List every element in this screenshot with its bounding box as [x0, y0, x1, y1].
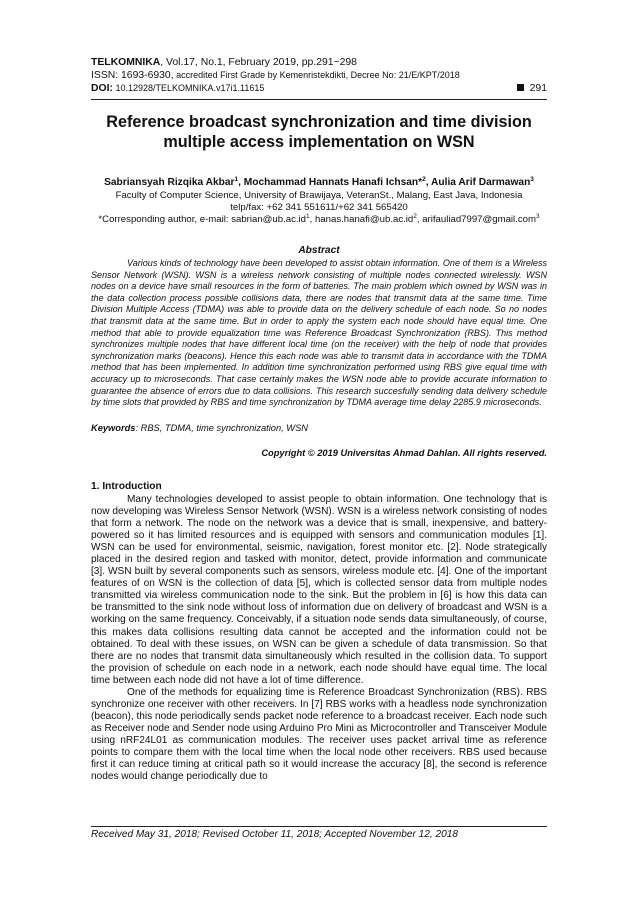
affiliation: Faculty of Computer Science, University of Brawijaya, VeteranSt., Malang, East Java, Indonesia	[115, 190, 523, 201]
keywords-text: : RBS, TDMA, time synchronization, WSN	[135, 423, 308, 433]
keywords-label: Keywords	[91, 423, 136, 433]
author-list: Sabriansyah Rizqika Akbar$^1$, Mochammad Hannats Hanafi Ichsan*$^2$, Aulia Arif Darmawan$^3$	[104, 176, 534, 188]
square-bullet-icon	[517, 84, 524, 91]
abstract-body	[91, 258, 547, 409]
title-line-2: multiple access implementation on WSN	[163, 133, 475, 151]
abstract-text: Various kinds of technology have been developed to assist obtain information. One of them is a Wireless Sensor Network (WSN). WSN is a wireless network consisting of multiple nodes connected wirelessly. WSN nodes on a device have small resources in the form of batteries. The main problem which owned by WSN was in the data collection process possible collisions data, there are nodes that transmit data at the same time. Time Division Multiple Access (TDMA) was able to provide data on the delivery schedule of each node. So no nodes that transmit data at the same time. But in order to apply the system each node should have equal time. One method that able to provide equalization time was Reference Broadcast Synchronization (RBS). This method synchronizes multiple nodes that have different local time (on the receiver) with the help of node that provides synchronization marks (beacons). Hence this each node was able to transmit data in accordance with the TDMA method that has been implemented. In addition time synchronization performed using RBS give equal time with accuracy up to microseconds. That case certainly makes the WSN node able to provide accurate information to guarantee the absence of errors due to data collisions. This research succesfully sending data delivery schedule by time slots that provided by RBS and time synchronization by TDMA average time delay 2285.9 microseconds.	[91, 258, 547, 408]
page-number: 291	[517, 82, 547, 95]
issn-main: ISSN: 1693-6930,	[91, 70, 174, 81]
doi-line	[91, 82, 547, 95]
contact-phone: telp/fax: +62 341 551611/+62 341 565420	[230, 202, 408, 213]
copyright-notice: Copyright © 2019 Universitas Ahmad Dahlan. All rights reserved.	[261, 448, 547, 458]
running-header	[91, 56, 547, 95]
issn-line	[91, 69, 547, 82]
section-body	[91, 494, 547, 783]
issn-note: accredited First Grade by Kemenristekdikti, Decree No: 21/E/KPT/2018	[173, 70, 460, 80]
doi-value: 10.12928/TELKOMNIKA.v17i1.11615	[112, 83, 265, 93]
paper-title	[70, 112, 568, 152]
abstract-heading: Abstract	[298, 245, 340, 256]
journal-name: TELKOMNIKA	[91, 57, 161, 68]
paragraph-1: Many technologies developed to assist people to obtain information. One technology that is now developing was Wireless Sensor Network (WSN). WSN is a wireless network consisting of nodes that form a network. The node on the network was a device that is small, inexpensive, and battery-powered so it has limited resources and is equipped with sensors and communication modules [1]. WSN can be used for environmental, seismic, navigation, forest monitor etc. [2]. Node strategically placed in the desired region and tasked with monitor, detect, provide information and communicate [3]. WSN built by several components such as sensors, wireless module etc. [4]. One of the important features of on WSN is the collection of data [5], which is collected sensor data from multiple nodes transmitted via wireless communication node to the sink. But the problem in [6] is how this data can be transmitted to the sink node without loss of information due on delivery of broadcast and WSN is a working on the same frequency. Conceivably, if a situation node sends data simultaneously, of course, this makes data collisions resulting data cannot be accepted and the information could not be obtained. To deal with these issues, on WSN can be given a schedule of data transmission. So that there are no nodes that transmit data simultaneously which resulted in the collision data. To support the provision of schedule on each node in a network, each node should have equal time. The local time between each node did not have a lot of time difference.	[91, 494, 547, 686]
title-line-1: Reference broadcast synchronization and time division	[106, 113, 532, 131]
corresponding-author: *Corresponding author, e-mail: $sabrian@ub.ac.id^1$, $hanas.hanafi@ub.ac.id^2$, arifauliad7997@gmail.com$^3$	[98, 213, 540, 225]
keywords	[91, 423, 547, 433]
received-dates: Received May 31, 2018; Revised October 11, 2018; Accepted November 12, 2018	[91, 829, 458, 840]
footer-rule	[91, 826, 547, 827]
header-rule	[91, 99, 547, 100]
journal-volume: , Vol.17, No.1, February 2019, pp.291~298	[160, 57, 357, 68]
doi-label: DOI:	[91, 83, 113, 94]
paragraph-2: One of the methods for equalizing time is Reference Broadcast Synchronization (RBS). RBS synchronize one receiver with other receivers. In [7] RBS works with a headless node synchronization (beacon), this node periodically sends packet node reference to a broadcast receiver. Each node such as Receiver node and Sender node using Arduino Pro Mini as Microcontroller and Transceiver Module using nRF24L01 as communication modules. The receiver uses packet arrival time as reference points to compare them with the local time when the local node other receivers. RBS used because first it can reduce timing at critical path so it would increase the accuracy [8], the second is reference nodes would change periodically due to	[91, 686, 547, 783]
journal-line	[91, 56, 547, 69]
section-heading: 1. Introduction	[91, 481, 162, 492]
